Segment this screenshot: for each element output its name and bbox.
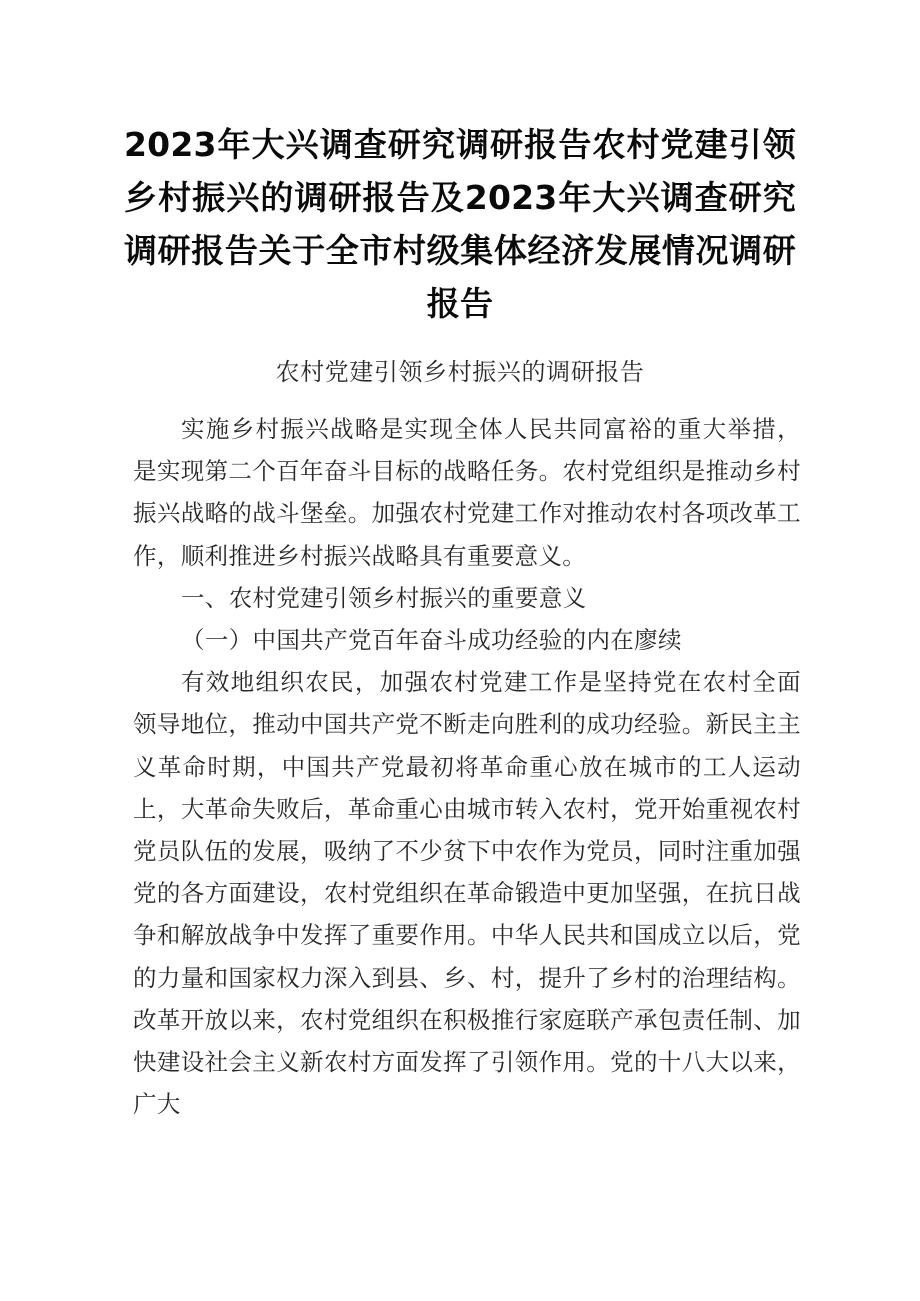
document-subtitle: 农村党建引领乡村振兴的调研报告 (275, 358, 645, 386)
body-paragraph-1: 实施乡村振兴战略是实现全体人民共同富裕的重大举措，是实现第二个百年奋斗目标的战略任务。农村党组织是推动乡村振兴战略的战斗堡垒。加强农村党建工作对推动农村各项改革工作，顺利推进乡村振兴战略具有重要意义。 (133, 415, 801, 570)
body-paragraph-2: 有效地组织农民，加强农村党建工作是坚持党在农村全面领导地位，推动中国共产党不断走向胜利的成功经验。新民主主义革命时期，中国共产党最初将革命重心放在城市的工人运动上，大革命失败后，革命重心由城市转入农村，党开始重视农村党员队伍的发展，吸纳了不少贫下中农作为党员，同时注重加强党的各方面建设，农村党组织在革命锻造中更加坚强，在抗日战争和解放战争中发挥了重要作用。中华人民共和国成立以后，党的力量和国家权力深入到县、乡、村，提升了乡村的治理结构。改革开放以来，农村党组织在积极推行家庭联产承包责任制、加快建设社会主义新农村方面发挥了引领作用。党的十八大以来，广大 (133, 668, 801, 1119)
subsection-heading-1: （一）中国共产党百年奋斗成功经验的内在廖续 (181, 626, 682, 655)
section-heading-1: 一、农村党建引领乡村振兴的重要意义 (181, 583, 587, 612)
document-body (133, 408, 801, 1125)
document-title: 2023年大兴调查研究调研报告农村党建引领乡村振兴的调研报告及2023年大兴调查研究调研报告关于全市村级集体经济发展情况调研报告 (124, 125, 796, 324)
